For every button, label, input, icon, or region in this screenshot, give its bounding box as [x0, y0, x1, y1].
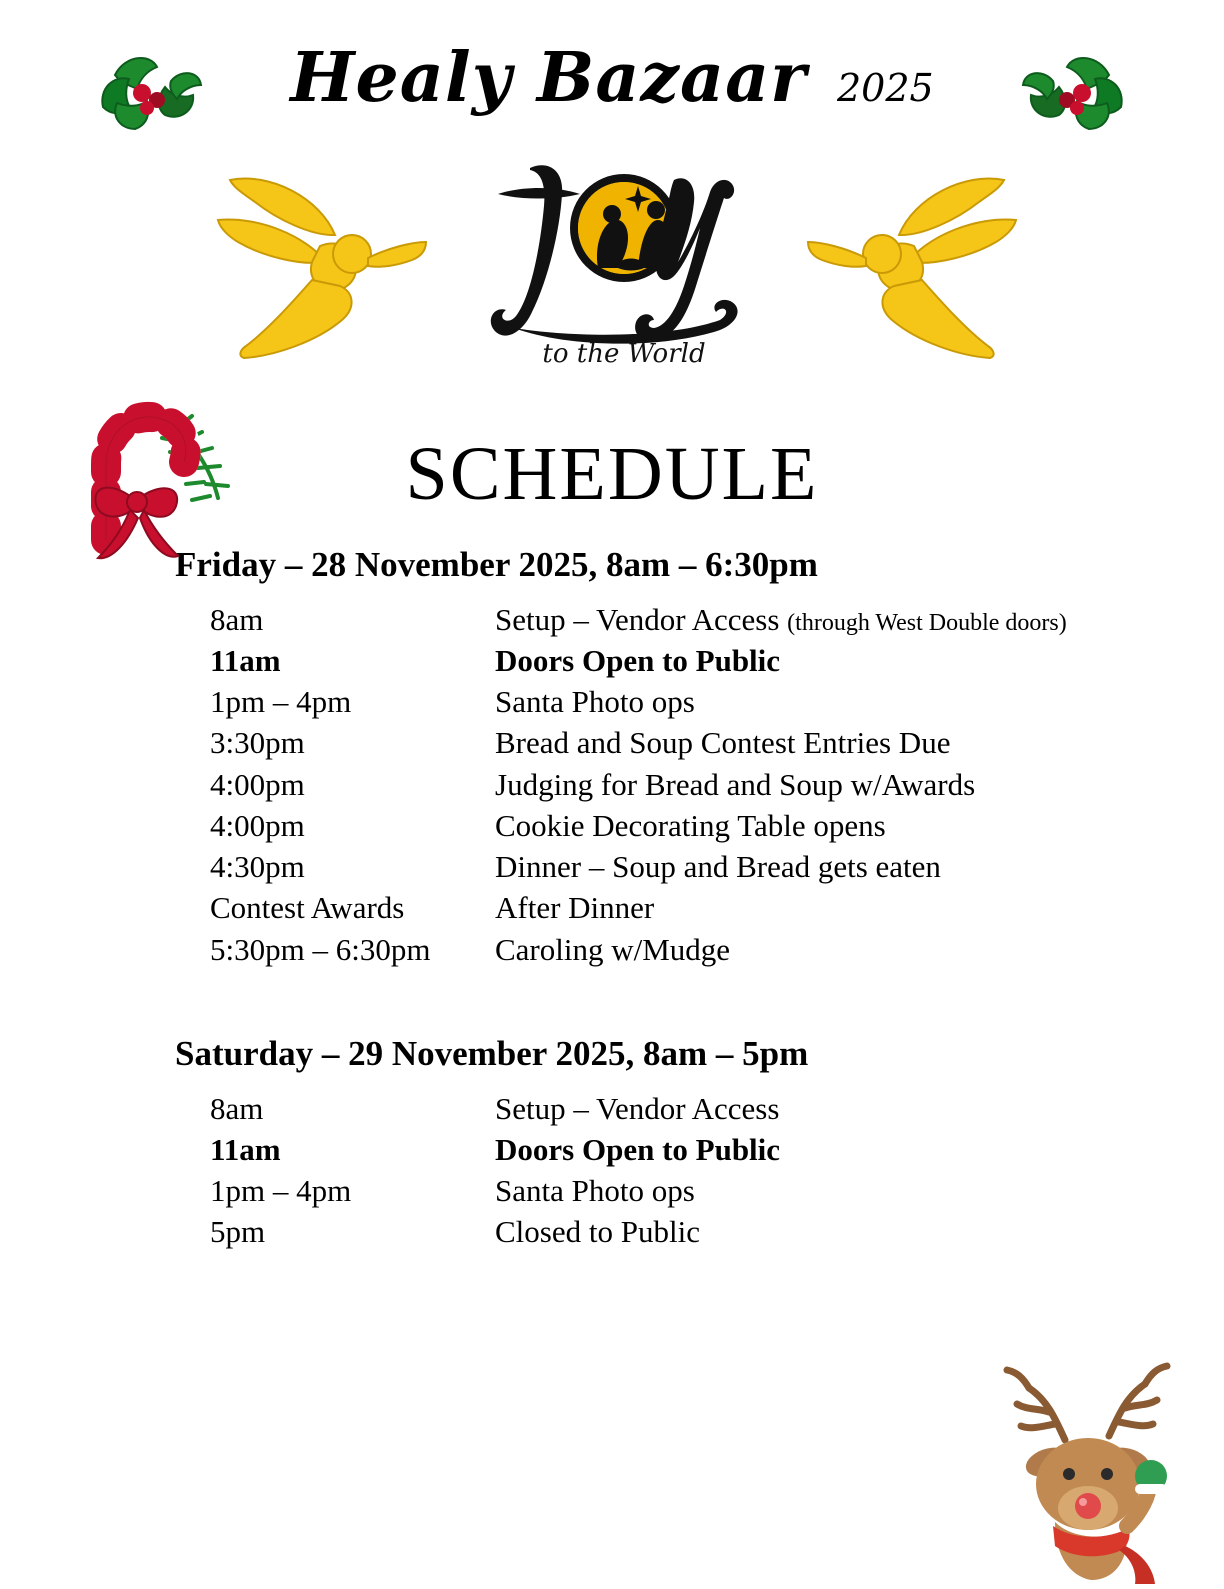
- schedule-row: [210, 805, 1224, 846]
- row-time: 8am: [210, 1090, 264, 1126]
- row-desc: Doors Open to Public: [495, 643, 781, 679]
- schedule-row: [210, 681, 1224, 722]
- schedule-rows: [0, 1088, 1224, 1253]
- row-desc: Dinner – Soup and Bread gets eaten: [495, 849, 941, 885]
- schedule-row: [210, 1088, 1224, 1129]
- row-desc-text: Setup – Vendor Access: [495, 601, 788, 637]
- row-time: 5pm: [210, 1214, 266, 1250]
- row-desc: [495, 599, 1224, 640]
- schedule-row: [210, 640, 1224, 681]
- row-desc: Bread and Soup Contest Entries Due: [495, 725, 951, 761]
- row-desc: After Dinner: [495, 890, 655, 926]
- logo-tagline: to the World: [542, 339, 706, 369]
- day-block-friday: [0, 545, 1224, 970]
- schedule-row: [210, 887, 1224, 928]
- row-time: 8am: [210, 601, 264, 637]
- schedule-content: [0, 545, 1224, 1253]
- day-block-saturday: [0, 1034, 1224, 1253]
- schedule-rows: [0, 599, 1224, 970]
- schedule-row: [210, 929, 1224, 970]
- schedule-title-row: [0, 432, 1224, 516]
- angel-trumpet-icon: [804, 150, 1034, 365]
- row-desc: Doors Open to Public: [495, 1131, 781, 1167]
- page-year: 2025: [836, 66, 934, 110]
- row-time: 1pm – 4pm: [210, 1173, 352, 1209]
- row-time: 5:30pm – 6:30pm: [210, 931, 431, 967]
- row-desc: Judging for Bread and Soup w/Awards: [495, 766, 976, 802]
- joy-to-the-world-logo: [452, 150, 772, 380]
- row-time: 11am: [210, 643, 281, 679]
- row-time: Contest Awards: [210, 890, 405, 926]
- schedule-row: [210, 1129, 1224, 1170]
- row-desc: Santa Photo ops: [495, 1173, 695, 1209]
- row-time: 3:30pm: [210, 725, 305, 761]
- schedule-row: [210, 1170, 1224, 1211]
- row-time: 4:00pm: [210, 807, 305, 843]
- schedule-row: [210, 1211, 1224, 1252]
- row-time: 1pm – 4pm: [210, 684, 352, 720]
- reindeer-icon: [969, 1344, 1204, 1584]
- schedule-row: [210, 846, 1224, 887]
- row-time: 4:00pm: [210, 766, 305, 802]
- schedule-row: [210, 722, 1224, 763]
- day-heading: Saturday – 29 November 2025, 8am – 5pm: [175, 1033, 809, 1073]
- title-row: [0, 38, 1224, 118]
- candy-cane-icon: [70, 390, 250, 565]
- flyer-header: [0, 0, 1224, 400]
- day-heading: Friday – 28 November 2025, 8am – 6:30pm: [175, 544, 818, 584]
- schedule-row: [210, 764, 1224, 805]
- schedule-row: [210, 599, 1224, 640]
- row-desc: Santa Photo ops: [495, 684, 695, 720]
- schedule-heading: SCHEDULE: [405, 432, 819, 516]
- row-desc: Caroling w/Mudge: [495, 931, 731, 967]
- row-desc: Closed to Public: [495, 1214, 700, 1250]
- row-desc: Cookie Decorating Table opens: [495, 807, 886, 843]
- row-desc-note: (through West Double doors): [787, 609, 1067, 636]
- row-time: 4:30pm: [210, 849, 305, 885]
- section-spacer: [0, 970, 1224, 1004]
- page-title: Healy Bazaar: [290, 38, 807, 118]
- row-desc: Setup – Vendor Access: [495, 1090, 780, 1126]
- row-time: 11am: [210, 1131, 281, 1167]
- angel-trumpet-icon: [200, 150, 430, 365]
